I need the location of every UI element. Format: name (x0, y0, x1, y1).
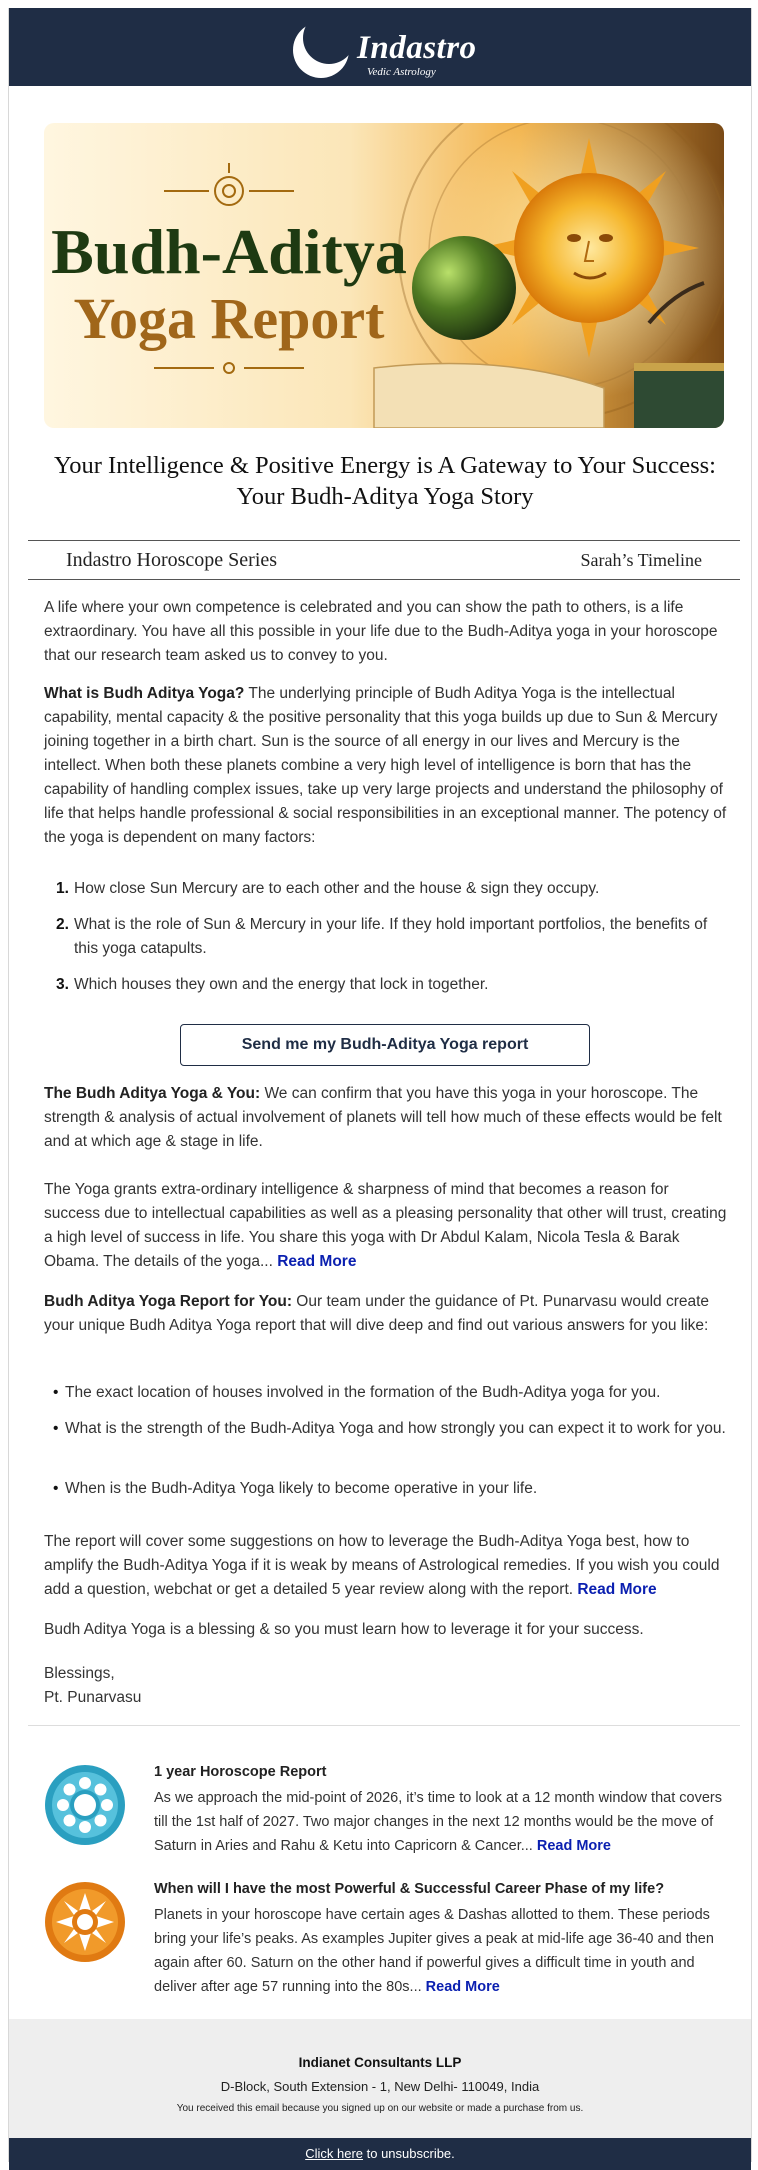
promo-title: 1 year Horoscope Report (154, 1764, 327, 1780)
what-is-paragraph (44, 682, 728, 850)
list-item-text: What is the strength of the Budh-Aditya Yoga and how strongly you can expect it to work for you. (65, 1420, 726, 1437)
timeline-name: Sarah’s Timeline (580, 550, 702, 570)
email-footer (9, 2019, 751, 2138)
report-paragraph (44, 1290, 728, 1338)
read-more-link[interactable]: Read More (577, 1581, 657, 1598)
email-notice: You received this email because you signed up on our website or made a purchase from us. (176, 2103, 584, 2114)
horoscope-wheel-icon[interactable] (44, 1764, 126, 1846)
company-name: Indianet Consultants LLP (298, 2055, 462, 2070)
unsubscribe-bar (9, 2138, 751, 2170)
you-paragraph (44, 1082, 728, 1154)
promo-body: Planets in your horoscope have certain ages & Dashas allotted to them. These periods bring your life’s peaks. As examples Jupiter gives a peak at mid-life age 36-40 and then again after 60. Saturn on the other hand if powerful gives a difficult time in youth and deliver after age 57 running into the 80s... (154, 1907, 714, 1995)
section-divider (28, 1725, 740, 1726)
promo-text (154, 1903, 728, 1999)
brand-tagline: Vedic Astrology (367, 66, 436, 78)
promo-career-phase (44, 1881, 728, 2011)
grants-text: The Yoga grants extra-ordinary intelligence & sharpness of mind that becomes a reason for success due to intellectual capabilities as well as a pleasing personality that other will trust, creating a high level of success in life. You share this yoga with Dr Abdul Kalam, Nicola Tesla & Barak Obama. The details of the yoga... (44, 1181, 727, 1270)
email-frame (8, 8, 752, 2162)
suggestions-paragraph (44, 1530, 728, 1602)
hero-banner[interactable] (44, 123, 724, 428)
sun-illustration (479, 138, 699, 358)
what-is-heading: What is Budh Aditya Yoga? (44, 685, 245, 702)
list-number: 3. (56, 976, 69, 993)
promo-title: When will I have the most Powerful & Successful Career Phase of my life? (154, 1881, 665, 1897)
company-address: D-Block, South Extension - 1, New Delhi- 110049, India (220, 2079, 540, 2094)
promo-body: As we approach the mid-point of 2026, it’s time to look at a 12 month window that covers till the 1st half of 2027. Two major changes in the next 12 months would be the move of Saturn in Aries and Rahu & Ketu into Capricorn & Cancer... (154, 1790, 722, 1854)
read-more-link[interactable]: Read More (425, 1979, 500, 1995)
grants-paragraph (44, 1178, 728, 1274)
email-header (9, 8, 751, 86)
hero-title-line2: Yoga Report (73, 286, 385, 351)
you-text: We can confirm that you have this yoga in your horoscope. The strength & analysis of actual involvement of planets will tell how much of these effects would be felt and at which age & stage in life. (44, 1085, 722, 1150)
list-item-text: How close Sun Mercury are to each other and the house & sign they occupy. (74, 880, 600, 897)
bullet-icon: • (53, 1480, 59, 1497)
list-item-text: When is the Budh-Aditya Yoga likely to become operative in your life. (65, 1480, 538, 1497)
bullet-icon: • (53, 1420, 59, 1437)
series-name: Indastro Horoscope Series (66, 549, 278, 571)
career-chakra-icon[interactable] (44, 1881, 126, 1963)
hero-title-line1: Budh-Aditya (51, 216, 407, 287)
suggestions-text: The report will cover some suggestions on how to leverage the Budh-Aditya Yoga best, how to amplify the Budh-Aditya Yoga if it is weak by means of Astrological remedies. If you wish you could add a question, webchat or get a detailed 5 year review along with the report. (44, 1533, 720, 1598)
signoff-greeting: Blessings, (44, 1665, 115, 1682)
brand-name: Indastro (357, 30, 477, 66)
unsubscribe-link[interactable]: Click here (305, 2146, 363, 2161)
promo-horoscope-report (44, 1764, 728, 1874)
email-headline: Your Intelligence & Positive Energy is A Gateway to Your Success: Your Budh-Aditya Yoga Story (54, 452, 716, 510)
list-item-text: The exact location of houses involved in the formation of the Budh-Aditya yoga for you. (65, 1384, 661, 1401)
signoff-name: Pt. Punarvasu (44, 1689, 142, 1706)
blessing-paragraph (44, 1618, 728, 1642)
mercury-illustration (412, 236, 516, 340)
read-more-link[interactable]: Read More (536, 1838, 611, 1854)
crescent-moon-icon (289, 16, 353, 80)
what-is-text: The underlying principle of Budh Aditya Yoga is the intellectual capability, mental capacity & the positive personality that this yoga builds up due to Sun & Mercury joining together in a birth chart. Sun is the source of all energy in our lives and Mercury is the intellect. When both these planets combine a very high level of intelligence is born that has the capability of handling complex issues, take up very large projects and understand the philosophy of life that helps handle professional & social responsibilities in an exceptional manner. The potency of the yoga is dependent on many factors: (44, 685, 727, 846)
intro-text: A life where your own competence is celebrated and you can show the path to others, is a life extraordinary. You have all this possible in your life due to the Budh-Aditya yoga in your horoscope that our research team asked us to convey to you. (44, 599, 718, 664)
list-number: 1. (56, 880, 69, 897)
list-number: 2. (56, 916, 69, 933)
report-text: Our team under the guidance of Pt. Punarvasu would create your unique Budh Aditya Yoga report that will dive deep and find out various answers for you like: (44, 1293, 710, 1334)
intro-paragraph (44, 596, 728, 668)
series-bar (28, 540, 740, 580)
blessing-text: Budh Aditya Yoga is a blessing & so you must learn how to leverage it for your success. (44, 1621, 644, 1638)
you-heading: The Budh Aditya Yoga & You: (44, 1085, 261, 1102)
report-heading: Budh Aditya Yoga Report for You: (44, 1293, 292, 1310)
promo-text (154, 1786, 728, 1858)
list-item-text: Which houses they own and the energy that lock in together. (74, 976, 489, 993)
unsubscribe-text: to unsubscribe. (363, 2146, 455, 2161)
indastro-logo[interactable] (279, 14, 499, 82)
read-more-link[interactable]: Read More (277, 1253, 357, 1270)
list-item-text: What is the role of Sun & Mercury in your life. If they hold important portfolios, the benefits of this yoga catapults. (74, 916, 708, 957)
bullet-icon: • (53, 1384, 59, 1401)
signoff (44, 1662, 728, 1710)
send-report-button[interactable]: Send me my Budh-Aditya Yoga report (180, 1024, 590, 1066)
